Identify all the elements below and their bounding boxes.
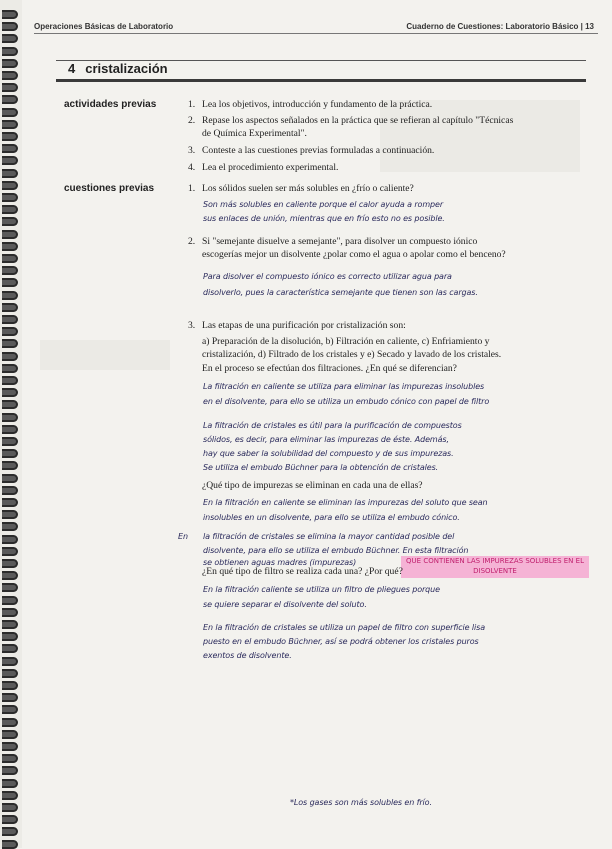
binding-ring — [2, 303, 18, 312]
answer-3b-line-2: sólidos, es decir, para eliminar las impurezas de éste. Además, — [203, 435, 449, 444]
binding-ring — [2, 559, 18, 568]
label-cuestiones-previas: cuestiones previas — [64, 183, 155, 194]
answer-5b-line-1: En la filtración de cristales se utiliza un papel de filtro con superficie lisa — [203, 623, 485, 632]
answer-2-line-1: Para disolver el compuesto iónico es correcto utilizar agua para — [203, 272, 452, 281]
binding-ring — [2, 754, 18, 763]
actividad-2 — [188, 115, 513, 127]
binding-ring — [2, 266, 18, 275]
answer-2-line-2: disolverlo, pues la característica semejante que tienen son las cargas. — [203, 288, 478, 297]
binding-ring — [2, 437, 18, 446]
binding-ring — [2, 535, 18, 544]
answer-4a-line-1: En la filtración en caliente se eliminan las impurezas del soluto que sean — [203, 498, 488, 507]
binding-ring — [2, 510, 18, 519]
answer-5a-line-1: En la filtración caliente se utiliza un filtro de pliegues porque — [203, 585, 440, 594]
answer-3b-line-3: hay que saber la solubilidad del compuesto y de sus impurezas. — [203, 449, 454, 458]
actividad-text: Lea el procedimiento experimental. — [202, 162, 339, 173]
question-3-line-3: cristalización, d) Filtrado de los cristales y e) Secado y lavado de los cristales. — [202, 349, 502, 360]
answer-3a-line-2: en el disolvente, para ello se utiliza un embudo cónico con papel de filtro — [203, 397, 490, 406]
binding-ring — [2, 461, 18, 470]
binding-ring — [2, 620, 18, 629]
binding-ring — [2, 364, 18, 373]
binding-ring — [2, 156, 18, 165]
actividad-2-cont: de Química Experimental". — [202, 128, 307, 139]
binding-ring — [2, 522, 18, 531]
binding-ring — [2, 583, 18, 592]
bleed-through-box — [40, 340, 170, 370]
answer-5b-line-3: exentos de disolvente. — [203, 651, 292, 660]
header-rule — [34, 33, 598, 34]
answer-3a-line-1: La filtración en caliente se utiliza para eliminar las impurezas insolubles — [203, 382, 485, 391]
question-number: 1. — [188, 183, 196, 194]
binding-ring — [2, 474, 18, 483]
binding-ring — [2, 803, 18, 812]
binding-ring — [2, 449, 18, 458]
binding-ring — [2, 95, 18, 104]
answer-4a-line-2: insolubles en un disolvente, para ello se utiliza el embudo cónico. — [203, 513, 460, 522]
binding-ring — [2, 22, 18, 31]
binding-ring — [2, 71, 18, 80]
binding-ring — [2, 376, 18, 385]
binding-ring — [2, 669, 18, 678]
binding-ring — [2, 827, 18, 836]
spiral-binding — [0, 0, 22, 848]
question-number: 2. — [188, 236, 196, 247]
binding-ring — [2, 498, 18, 507]
binding-ring — [2, 230, 18, 239]
binding-ring — [2, 120, 18, 129]
question-3-line-2: a) Preparación de la disolución, b) Filtración en caliente, c) Enfriamiento y — [202, 336, 490, 347]
binding-ring — [2, 59, 18, 68]
binding-ring — [2, 144, 18, 153]
binding-ring — [2, 693, 18, 702]
actividad-1 — [188, 99, 432, 111]
binding-ring — [2, 681, 18, 690]
answer-4b-line-2: disolvente, para ello se utiliza el embudo Büchner. En esta filtración — [203, 546, 469, 555]
section-name: cristalización — [85, 61, 168, 76]
binding-ring — [2, 217, 18, 226]
binding-ring — [2, 83, 18, 92]
question-number: 3. — [188, 320, 196, 331]
binding-ring — [2, 291, 18, 300]
answer-4b-line-1: la filtración de cristales se elimina la mayor cantidad posible del — [203, 532, 455, 541]
actividad-number: 4. — [188, 162, 196, 173]
binding-ring — [2, 400, 18, 409]
binding-ring — [2, 657, 18, 666]
binding-ring — [2, 388, 18, 397]
actividad-text: Lea los objetivos, introducción y fundamento de la práctica. — [202, 99, 433, 110]
binding-ring — [2, 193, 18, 202]
answer-5b-line-2: puesto en el embudo Büchner, así se podrá obtener los cristales puros — [203, 637, 479, 646]
binding-ring — [2, 132, 18, 141]
question-3-line-4: En el proceso se efectúan dos filtraciones. ¿En qué se diferencian? — [202, 363, 457, 374]
binding-ring — [2, 34, 18, 43]
binding-ring — [2, 108, 18, 117]
binding-ring — [2, 730, 18, 739]
binding-ring — [2, 596, 18, 605]
binding-ring — [2, 339, 18, 348]
running-header-left: Operaciones Básicas de Laboratorio — [34, 22, 174, 31]
question-text: Los sólidos suelen ser más solubles en ¿frío o caliente? — [202, 183, 414, 194]
binding-ring — [2, 425, 18, 434]
binding-ring — [2, 413, 18, 422]
binding-ring — [2, 779, 18, 788]
question-1 — [188, 183, 414, 195]
question-text: Si "semejante disuelve a semejante", para disolver un compuesto iónico — [202, 236, 478, 247]
question-3 — [188, 320, 406, 332]
actividad-3 — [188, 145, 434, 157]
binding-ring — [2, 254, 18, 263]
answer-4b-prefix: En — [178, 532, 188, 541]
binding-ring — [2, 705, 18, 714]
binding-ring — [2, 315, 18, 324]
actividad-number: 1. — [188, 99, 196, 110]
answer-1-line-1: Son más solubles en caliente porque el calor ayuda a romper — [203, 200, 444, 209]
answer-4b-line-3: se obtienen aguas madres (impurezas) — [203, 558, 357, 567]
question-2-cont: escogerías mejor un disolvente ¿polar como el agua o apolar como el benceno? — [202, 249, 506, 260]
binding-ring — [2, 718, 18, 727]
question-4: ¿Qué tipo de impurezas se eliminan en cada una de ellas? — [202, 480, 423, 491]
answer-5a-line-2: se quiere separar el disolvente del soluto. — [203, 600, 367, 609]
question-text: Las etapas de una purificación por cristalización son: — [202, 320, 406, 331]
label-actividades-previas: actividades previas — [64, 99, 157, 110]
binding-ring — [2, 791, 18, 800]
question-2 — [188, 236, 477, 248]
binding-ring — [2, 352, 18, 361]
binding-ring — [2, 608, 18, 617]
binding-ring — [2, 766, 18, 775]
binding-ring — [2, 181, 18, 190]
binding-ring — [2, 327, 18, 336]
actividad-number: 3. — [188, 145, 196, 156]
binding-ring — [2, 47, 18, 56]
binding-ring — [2, 632, 18, 641]
actividad-number: 2. — [188, 115, 196, 126]
question-5: ¿En qué tipo de filtro se realiza cada una? ¿Por qué? — [202, 566, 403, 577]
actividad-4 — [188, 162, 338, 174]
footnote-handwritten: *Los gases son más solubles en frío. — [290, 798, 432, 807]
binding-ring — [2, 10, 18, 19]
binding-ring — [2, 840, 18, 849]
answer-3b-line-4: Se utiliza el embudo Büchner para la obtención de cristales. — [203, 463, 439, 472]
highlighted-note: QUE CONTIENEN LAS IMPUREZAS SOLUBLES EN EL DISOLVENTE — [406, 557, 584, 575]
answer-3b-line-1: La filtración de cristales es útil para la purificación de compuestos — [203, 421, 462, 430]
binding-ring — [2, 742, 18, 751]
running-header-right: Cuaderno de Cuestiones: Laboratorio Básico | 13 — [406, 22, 594, 31]
binding-ring — [2, 644, 18, 653]
binding-ring — [2, 486, 18, 495]
binding-ring — [2, 278, 18, 287]
actividad-text: Conteste a las cuestiones previas formuladas a continuación. — [202, 145, 435, 156]
actividad-text: Repase los aspectos señalados en la práctica que se refieran al capítulo "Técnicas — [202, 115, 514, 126]
binding-ring — [2, 571, 18, 580]
answer-1-line-2: sus enlaces de unión, mientras que en frío esto no es posible. — [203, 214, 445, 223]
section-number: 4 — [68, 61, 76, 76]
binding-ring — [2, 815, 18, 824]
binding-ring — [2, 169, 18, 178]
binding-ring — [2, 205, 18, 214]
binding-ring — [2, 547, 18, 556]
section-title — [68, 61, 168, 76]
binding-ring — [2, 242, 18, 251]
